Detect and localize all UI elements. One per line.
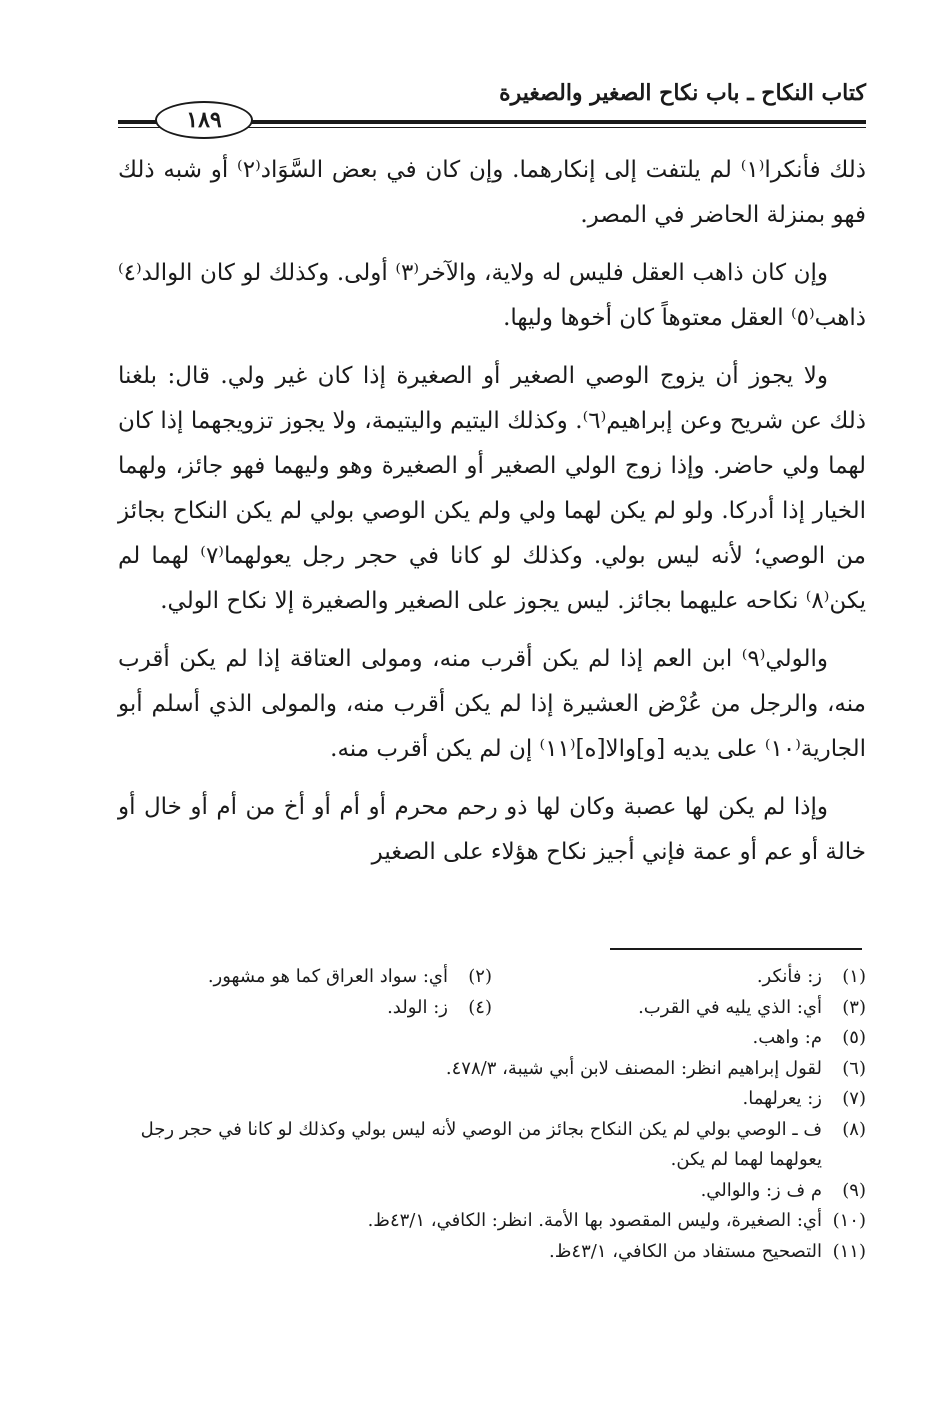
main-text	[118, 148, 866, 888]
footnote-number: (١٠)	[832, 1210, 866, 1231]
footnote-row	[118, 1206, 866, 1237]
footnote-2	[118, 962, 492, 993]
footnote-10	[118, 1206, 866, 1237]
footnote-4	[118, 993, 492, 1024]
footnote-text: أي: الذي يليه في القرب.	[638, 996, 822, 1018]
footnote-number: (١١)	[832, 1240, 866, 1262]
footnote-5	[118, 1023, 866, 1054]
footnote-row	[118, 1115, 866, 1176]
footnote-row	[118, 1023, 866, 1054]
footnote-3	[492, 993, 866, 1024]
footnote-number: (١)	[842, 966, 866, 987]
footnote-text: ز: يعرلهما.	[742, 1088, 822, 1109]
footnote-number: (٨)	[842, 1118, 866, 1140]
footnote-number: (٦)	[842, 1057, 866, 1079]
paragraph-1: ذلك فأنكرا⁽١⁾ لم يلتفت إلى إنكارهما. وإن كان في بعض السَّوَاد⁽٢⁾ أو شبه ذلك فهو بمنزلة الحاضر في المصر.	[118, 157, 867, 228]
footnote-number: (٧)	[842, 1088, 866, 1109]
footnote-7	[118, 1084, 866, 1115]
footnote-6	[118, 1054, 866, 1085]
footnote-number: (٤)	[468, 996, 492, 1018]
running-head: كتاب النكاح ـ باب نكاح الصغير والصغيرة	[499, 80, 866, 106]
footnote-text: ف ـ الوصي بولي لم يكن النكاح بجائز من الوصي لأنه ليس بولي وكذلك لو كانا في حجر رجل يعولهما لهما لم يكن.	[140, 1118, 822, 1170]
footnote-row	[118, 993, 866, 1024]
footnote-number: (٣)	[842, 996, 866, 1018]
footnote-separator	[610, 948, 862, 950]
footnote-number: (٥)	[842, 1027, 866, 1048]
paragraph-2: وإن كان ذاهب العقل فليس له ولاية، والآخر⁽٣⁾ أولى. وكذلك لو كان الوالد⁽٤⁾ ذاهب⁽٥⁾ العقل معتوهاً كان أخوها وليها.	[118, 260, 866, 331]
footnote-row	[118, 1237, 866, 1268]
page-number-badge	[155, 101, 253, 139]
footnote-row	[118, 1054, 866, 1085]
footnote-11	[118, 1237, 866, 1268]
paragraph-3: ولا يجوز أن يزوج الوصي الصغير أو الصغيرة إذا كان غير ولي. قال: بلغنا ذلك عن شريح وعن إبراهيم⁽٦⁾. وكذلك اليتيم واليتيمة، ولا يجوز تزويجهما إذا كان لهما ولي حاضر. وإذا زوج الولي الصغير أو الصغيرة وهو وليهما فهو جائز، ولهما الخيار إذا أدركا. ولو لم يكن لهما ولي ولم يكن الوصي بولي لم يكن النكاح بجائز من الوصي؛ لأنه ليس بولي. وكذلك لو كانا في حجر رجل يعولهما⁽٧⁾ لهما لم يكن⁽٨⁾ نكاحه عليهما بجائز. ليس يجوز على الصغير والصغيرة إلا نكاح الولي.	[118, 363, 867, 614]
footnote-row	[118, 1084, 866, 1115]
footnote-8	[118, 1115, 866, 1176]
paragraph-5: وإذا لم يكن لها عصبة وكان لها ذو رحم محرم أو أم أو أخ من أم أو خال أو خالة أو عم أو عمة فإني أجيز نكاح هؤلاء على الصغير	[118, 794, 866, 865]
footnote-text: م: واهب.	[752, 1027, 822, 1048]
paragraph-4: والولي⁽٩⁾ ابن العم إذا لم يكن أقرب منه، ومولى العتاقة إذا لم يكن أقرب منه، والرجل من عُرْض العشيرة إذا لم يكن أقرب منه، والمولى الذي أسلم أبو الجارية⁽١٠⁾ على يديه [و]والا[ه]⁽١١⁾ إن لم يكن أقرب منه.	[118, 646, 866, 762]
footnote-text: ز: فأنكر.	[756, 966, 822, 987]
footnote-text: أي: الصغيرة، وليس المقصود بها الأمة. انظر: الكافي، ٤٣/١ظ.	[367, 1210, 822, 1231]
footnote-number: (٩)	[842, 1179, 866, 1201]
footnote-text: أي: سواد العراق كما هو مشهور.	[207, 966, 448, 987]
footnote-text: التصحيح مستفاد من الكافي، ٤٣/١ظ.	[549, 1240, 822, 1262]
footnotes	[118, 962, 866, 1267]
footnote-text: ز: الولد.	[387, 996, 448, 1018]
footnote-1	[492, 962, 866, 993]
footnote-row	[118, 1176, 866, 1207]
page-number: ١٨٩	[186, 107, 222, 133]
footnote-text: لقول إبراهيم انظر: المصنف لابن أبي شيبة، ٤٧٨/٣.	[445, 1057, 822, 1079]
footnote-text: م ف ز: والوالي.	[700, 1179, 822, 1201]
footnote-row	[118, 962, 866, 993]
footnote-number: (٢)	[468, 966, 492, 987]
footnote-9	[118, 1176, 866, 1207]
